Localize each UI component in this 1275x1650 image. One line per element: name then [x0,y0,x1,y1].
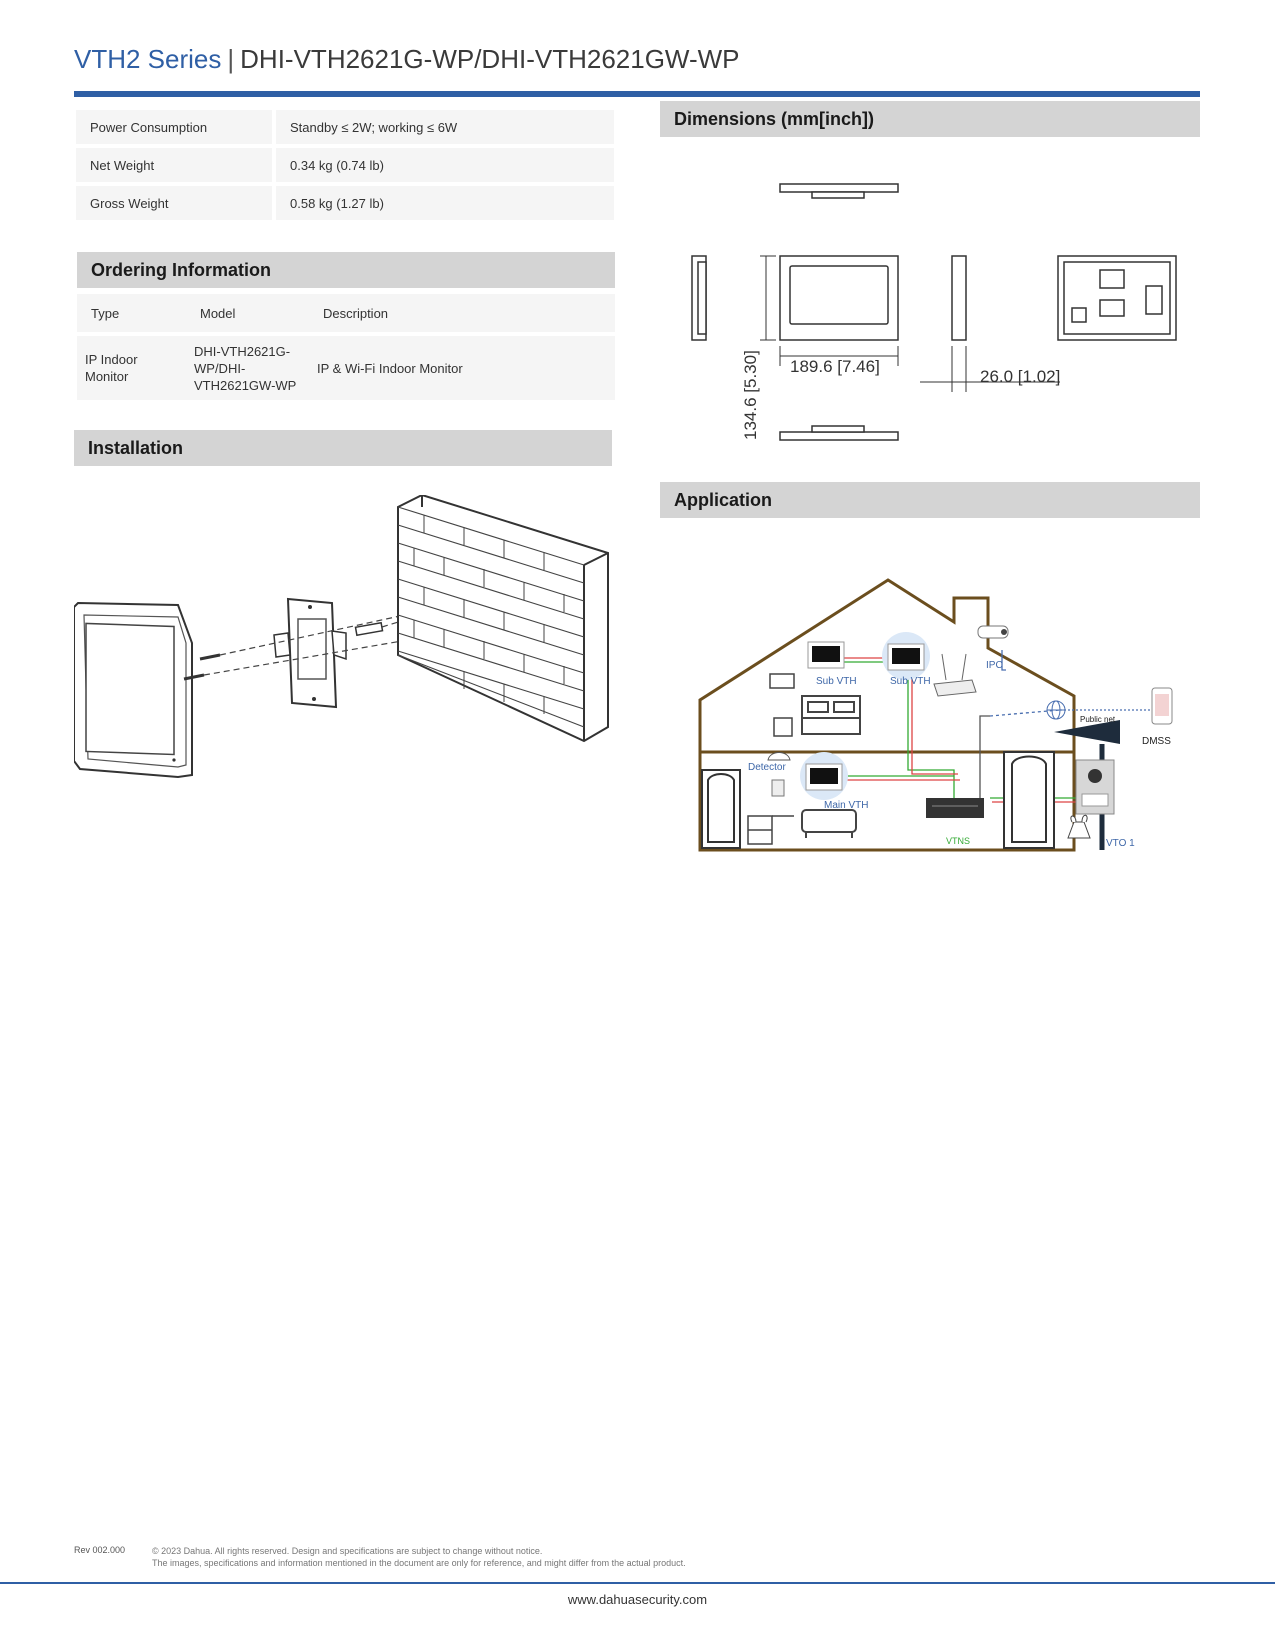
router-icon [934,654,976,696]
width-dimension-label: 189.6 [7.46] [790,357,880,376]
column-header: Model [186,294,309,332]
bottom-view-bracket [812,426,864,432]
website-link[interactable]: www.dahuasecurity.com [567,1592,708,1607]
height-dimension-label: 134.6 [5.30] [741,350,760,440]
series-name: VTH2 Series [74,44,222,74]
ordering-table [77,290,615,404]
brick-wall-illustration [398,495,608,741]
sub-vth-label: Sub VTH [816,676,857,687]
application-diagram [690,570,1180,860]
dmss-label: DMSS [1142,736,1171,747]
ipc-camera-icon [978,626,1008,638]
model-line: WP/DHI- [194,360,246,376]
back-view-speaker [1146,286,1162,314]
installation-diagram [74,495,614,785]
title-separator: | [227,44,235,74]
left-side-inner [698,262,706,334]
type-line: IP Indoor [85,352,138,367]
ordering-section-title: Ordering Information [77,252,615,288]
spec-key: Power Consumption [76,110,276,144]
copyright-line: © 2023 Dahua. All rights reserved. Design and specifications are subject to change without notice. [152,1546,543,1556]
spec-key: Gross Weight [76,186,276,220]
spec-value: 0.58 kg (1.27 lb) [276,186,614,220]
header-rule [74,91,1200,97]
column-header: Description [309,294,615,332]
sub-vth-monitor-icon [882,632,930,680]
main-vth-label: Main VTH [824,800,869,811]
column-header: Type [77,294,186,332]
bottom-view-outline [780,432,898,440]
model-line: DHI-VTH2621G- [194,343,291,359]
right-side-view [952,256,966,340]
model-name: DHI-VTH2621G-WP/DHI-VTH2621GW-WP [240,44,740,74]
back-view-connector [1072,308,1086,322]
public-net-label: Public net [1080,715,1116,724]
detector-icon [768,753,790,797]
revision-label: Rev 002.000 [74,1545,126,1555]
picture-frame-icon [770,674,794,688]
application-section-title: Application [660,482,1200,518]
vtns-switch-icon [926,798,984,818]
spec-value: 0.34 kg (0.74 lb) [276,148,614,182]
spec-key: Net Weight [76,148,276,182]
sofa-icon [802,810,856,838]
monitor-illustration [74,603,192,777]
door-icon [702,770,740,848]
ipc-label: IPC [986,660,1003,671]
top-view-outline [780,184,898,192]
type-cell [77,336,186,400]
installation-section-title: Installation [74,430,612,466]
back-view-port [1100,300,1124,316]
spec-table [76,106,614,224]
vto-door-station-icon [1076,760,1114,814]
top-view-bracket [812,192,864,198]
copyright-line: The images, specifications and information mentioned in the document are only for reference, and might differ from the actual product. [152,1558,686,1568]
table-row [77,336,615,400]
spec-value: Standby ≤ 2W; working ≤ 6W [276,110,614,144]
copyright-notice [152,1545,686,1569]
depth-dimension-label: 26.0 [1.02] [980,367,1061,386]
table-header-row [77,294,615,332]
detector-label: Detector [748,762,786,773]
dimensions-section-title: Dimensions (mm[inch]) [660,101,1200,137]
back-view-bracket [1100,270,1124,288]
front-view-screen [790,266,888,324]
globe-icon [1047,701,1065,719]
table-row [76,148,614,182]
sub-vth-monitor-icon [808,642,844,668]
page-title [74,44,740,75]
description-cell: IP & Wi-Fi Indoor Monitor [309,336,615,400]
vto-label: VTO 1 [1106,838,1135,849]
type-line: Monitor [85,369,129,384]
vtns-label: VTNS [946,836,971,846]
sub-vth-label: Sub VTH [890,676,931,687]
dimensions-diagram [680,170,1200,450]
bed-icon [802,696,860,734]
table-row [76,110,614,144]
front-door-icon [1004,752,1054,848]
table-row [76,186,614,220]
desk-icon [748,816,794,844]
model-cell [186,336,309,400]
plant-icon [1068,815,1090,838]
phone-icon [1152,688,1172,724]
main-vth-monitor-icon [800,752,848,800]
model-line: VTH2621GW-WP [194,377,297,393]
footer-rule [0,1582,1275,1584]
nightstand-icon [774,718,792,736]
